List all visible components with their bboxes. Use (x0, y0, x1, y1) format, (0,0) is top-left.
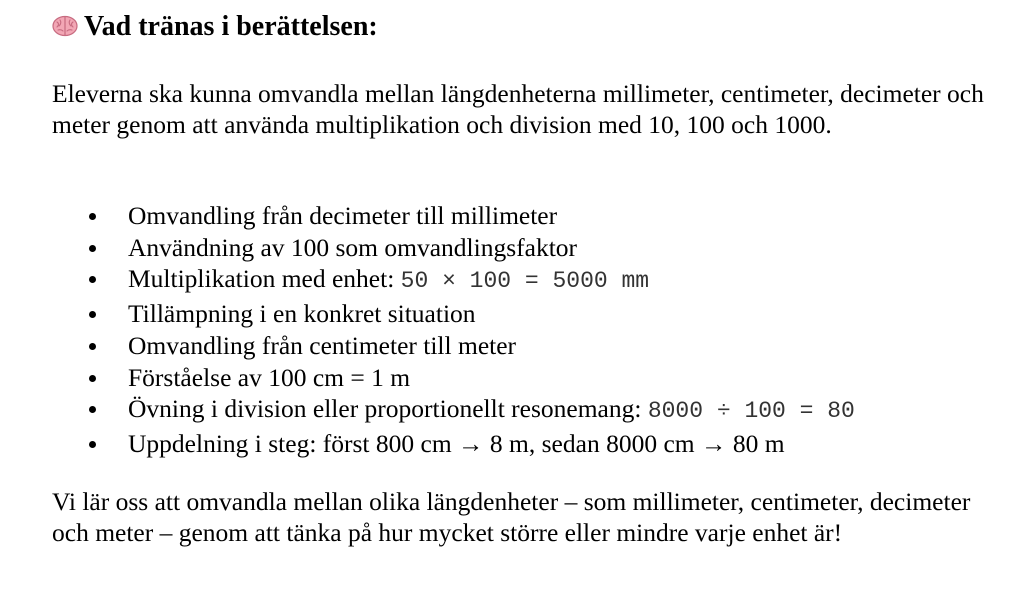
inline-code: 50 × 100 = 5000 mm (400, 268, 650, 295)
outro-paragraph: Vi lär oss att omvandla mellan olika längdenheter – som millimeter, centimeter, decimeter och meter – genom att tänka på hur mycket större eller mindre varje enhet är! (52, 487, 971, 547)
list-item-text: Övning i division eller proportionellt resonemang: (128, 394, 648, 424)
list-item-text: Tillämpning i en konkret situation (128, 299, 476, 329)
list-item (52, 298, 997, 330)
list-item-text: Användning av 100 som omvandlingsfaktor (128, 232, 578, 262)
list-item (52, 362, 997, 394)
list-item (52, 232, 997, 264)
brain-icon (52, 13, 78, 37)
list-item (52, 263, 997, 298)
inline-code: 8000 ÷ 100 = 80 (647, 398, 855, 425)
list-item-text: Omvandling från decimeter till millimeter (128, 201, 558, 230)
list-item-text: Uppdelning i steg: först 800 cm → 8 m, sedan 8000 cm → 80 m (128, 428, 785, 458)
list-item-text: Multiplikation med enhet: (128, 264, 401, 294)
section-heading-text: Vad tränas i berättelsen: (84, 11, 378, 42)
intro-paragraph: Eleverna ska kunna omvandla mellan längdenheterna millimeter, centimeter, decimeter och meter genom att använda multiplikation och division med 10, 100 och 1000. (52, 79, 984, 139)
list-item-text: Förståelse av 100 cm = 1 m (128, 362, 411, 392)
skills-list (52, 200, 997, 460)
list-item (52, 393, 997, 428)
list-item (52, 428, 997, 460)
list-item (52, 330, 997, 362)
list-item (52, 200, 997, 232)
section-heading (52, 10, 378, 44)
list-item-text: Omvandling från centimeter till meter (128, 330, 517, 360)
